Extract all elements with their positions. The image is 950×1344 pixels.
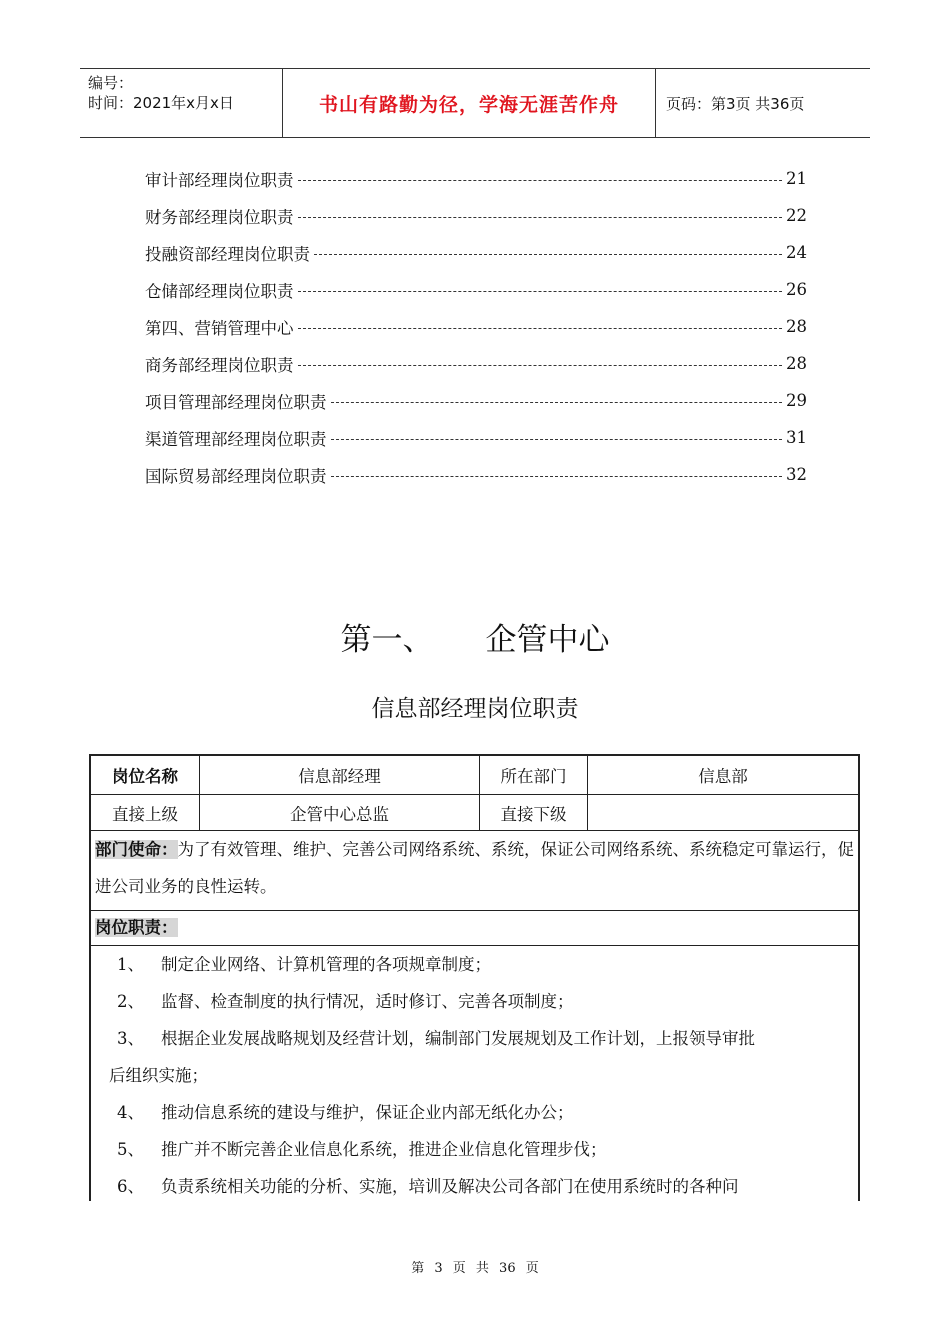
toc-page: 28	[786, 317, 807, 336]
toc-entry	[145, 308, 807, 345]
duty-number: 5、	[117, 1140, 144, 1159]
section-title: 信息部经理岗位职责	[371, 696, 579, 722]
duty-item	[117, 946, 854, 983]
chapter-heading	[0, 614, 950, 659]
toc-entry	[145, 419, 807, 456]
toc-page: 22	[786, 206, 807, 225]
number-label: 编号：	[88, 74, 134, 92]
toc-page: 29	[786, 391, 807, 410]
toc-entry	[145, 160, 807, 197]
toc-label: 项目管理部经理岗位职责	[145, 392, 327, 412]
mission-text: 为了有效管理、维护、完善公司网络系统、系统，保证公司网络系统、系统稳定可靠运行，促进公司业务的良性运转。	[95, 840, 854, 896]
toc-label: 第四、营销管理中心	[145, 318, 294, 338]
department-value: 信息部	[587, 756, 858, 794]
toc-label: 国际贸易部经理岗位职责	[145, 466, 327, 486]
toc-label: 财务部经理岗位职责	[145, 207, 294, 227]
duty-text: 根据企业发展战略规划及经营计划，编制部门发展规划及工作计划，上报领导审批	[161, 1029, 755, 1048]
toc-entry	[145, 382, 807, 419]
table-of-contents	[145, 160, 807, 493]
duty-text: 监督、检查制度的执行情况，适时修订、完善各项制度；	[161, 992, 574, 1011]
toc-leader	[331, 439, 783, 440]
toc-entry	[145, 234, 807, 271]
header-motto: 书山有路勤为径，学海无涯苦作舟	[282, 69, 656, 137]
job-description-table	[89, 754, 860, 1201]
toc-leader	[298, 217, 783, 218]
table-row-duties-header	[91, 911, 858, 946]
toc-leader	[331, 402, 783, 403]
toc-entry	[145, 345, 807, 382]
duties-label: 岗位职责：	[95, 918, 178, 937]
chapter-number: 第一、	[340, 622, 434, 658]
duty-text: 负责系统相关功能的分析、实施，培训及解决公司各部门在使用系统时的各种问	[161, 1177, 739, 1196]
duty-number: 4、	[117, 1103, 144, 1122]
header-meta	[80, 69, 282, 137]
toc-label: 投融资部经理岗位职责	[145, 244, 310, 264]
subordinate-label: 直接下级	[479, 795, 587, 830]
duty-text: 推广并不断完善企业信息化系统，推进企业信息化管理步伐；	[161, 1140, 607, 1159]
table-row-mission	[91, 831, 858, 911]
duty-item	[117, 1131, 854, 1168]
duties-header-cell	[91, 911, 182, 945]
position-name-label: 岗位名称	[112, 767, 178, 786]
toc-label: 仓储部经理岗位职责	[145, 281, 294, 301]
mission-label: 部门使命：	[95, 840, 178, 859]
duty-number: 3、	[117, 1029, 144, 1048]
duty-continuation: 后组织实施；	[109, 1066, 208, 1085]
toc-label: 商务部经理岗位职责	[145, 355, 294, 375]
duty-item	[117, 1168, 854, 1205]
toc-entry	[145, 456, 807, 493]
time-label: 时间：2021年x月x日	[88, 94, 234, 112]
toc-page: 31	[786, 428, 807, 447]
mission-cell	[91, 831, 858, 910]
table-row	[91, 756, 858, 795]
superior-value: 企管中心总监	[199, 795, 479, 830]
duty-number: 1、	[117, 955, 144, 974]
duty-text: 推动信息系统的建设与维护，保证企业内部无纸化办公；	[161, 1103, 574, 1122]
toc-leader	[298, 328, 783, 329]
duty-item	[117, 1094, 854, 1131]
subordinate-value	[587, 795, 858, 830]
toc-page: 32	[786, 465, 807, 484]
toc-leader	[331, 476, 783, 477]
header-page-info: 页码：第3页 共36页	[666, 94, 805, 113]
toc-leader	[298, 365, 783, 366]
toc-page: 28	[786, 354, 807, 373]
duty-item	[117, 983, 854, 1020]
toc-page: 24	[786, 243, 807, 262]
duty-text: 制定企业网络、计算机管理的各项规章制度；	[161, 955, 491, 974]
toc-entry	[145, 197, 807, 234]
toc-entry	[145, 271, 807, 308]
toc-page: 26	[786, 280, 807, 299]
toc-leader	[298, 180, 783, 181]
table-row	[91, 795, 858, 831]
position-name-value: 信息部经理	[199, 756, 479, 794]
chapter-name: 企管中心	[485, 622, 610, 658]
toc-leader	[314, 254, 782, 255]
toc-page: 21	[786, 169, 807, 188]
duty-number: 2、	[117, 992, 144, 1011]
department-label: 所在部门	[479, 756, 587, 794]
toc-leader	[298, 291, 783, 292]
duty-item	[117, 1020, 854, 1057]
toc-label: 渠道管理部经理岗位职责	[145, 429, 327, 449]
toc-label: 审计部经理岗位职责	[145, 170, 294, 190]
page-footer: 第 3 页 共 36 页	[411, 1261, 539, 1276]
superior-label: 直接上级	[112, 804, 178, 824]
duty-number: 6、	[117, 1177, 144, 1196]
duties-list	[91, 946, 858, 1205]
page-header	[80, 68, 870, 138]
